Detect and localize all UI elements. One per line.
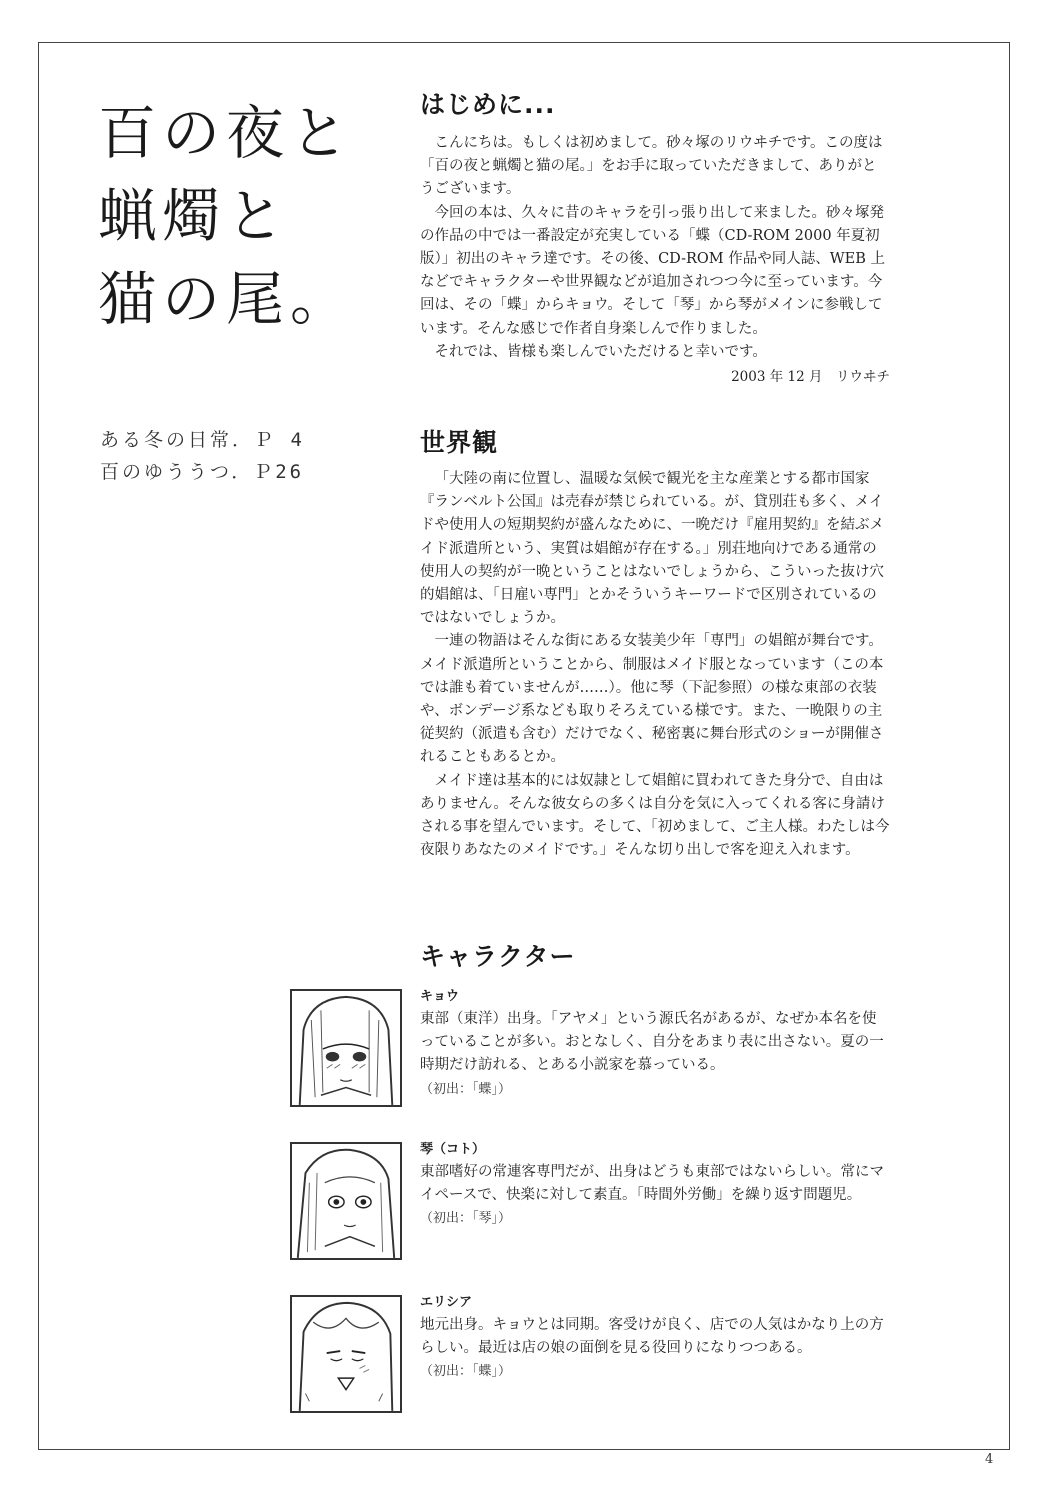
- book-title: [98, 92, 378, 341]
- toc-entry: 百のゆううつ．Ｐ26: [100, 461, 305, 483]
- character-name: エリシア: [420, 1295, 473, 1310]
- page-number: 4: [985, 1452, 994, 1467]
- characters-header: [420, 940, 890, 974]
- intro-heading: はじめに...: [420, 90, 556, 119]
- world-paragraph: 一連の物語はそんな街にある女装美少年「専門」の娼館が舞台です。メイド派遣所ということから、制服はメイド服となっています（この本では誰も着ていませんが……）。他に琴（下記参照）の様な東部の衣装や、ボンデージ系なども取りそろえている様です。また、一晩限りの主従契約（派遣も含む）だけでなく、秘密裏に舞台形式のショーが開催されることもあるとか。: [420, 633, 884, 766]
- toc-entry: ある冬の日常．Ｐ 4: [100, 429, 305, 451]
- intro-signature: 2003 年 12 月 リウヰチ: [731, 369, 890, 386]
- intro-section: [420, 88, 890, 388]
- character-info: [420, 1139, 890, 1231]
- character-portrait-elysia: [290, 1295, 402, 1413]
- character-first-appearance: （初出：「琴」）: [420, 1211, 512, 1227]
- world-paragraph: メイド達は基本的には奴隷として娼館に買われてきた身分で、自由はありません。そんな彼女らの多くは自分を気に入ってくれる客に身請けされる事を望んでいます。そして、「初めまして、ご主人様。わたしは今夜限りあなたのメイドです。」そんな切り出しで客を迎え入れます。: [420, 772, 890, 859]
- character-portrait-koto: [290, 1142, 402, 1260]
- title-line: 百の夜と: [98, 99, 355, 167]
- intro-paragraph: 今回の本は、久々に昔のキャラを引っ張り出して来ました。砂々塚発の作品の中では一番設定が充実している「蝶（CD-ROM 2000 年夏初版）」初出のキャラ達です。その後、CD-ROM 作品や同人誌、WEB 上などでキャラクターや世界観などが追加されつつ今に至っています。今回は、その「蝶」からキョウ。そして「琴」から琴がメインに参戦しています。そんな感じで作者自身楽しんで作りました。: [420, 204, 885, 337]
- table-of-contents: [100, 424, 390, 488]
- intro-paragraph: こんにちは。もしくは初めまして。砂々塚のリウヰチです。この度は「百の夜と蝋燭と猫の尾。」をお手に取っていただきまして、ありがとうございます。: [420, 135, 883, 198]
- character-name: キョウ: [420, 989, 460, 1004]
- world-heading: 世界観: [420, 428, 499, 457]
- title-line: 猫の尾。: [98, 265, 355, 333]
- character-portrait-kyou: [290, 989, 402, 1107]
- world-section: [420, 426, 890, 862]
- character-info: [420, 1292, 890, 1384]
- characters-heading: キャラクター: [420, 942, 576, 971]
- character-first-appearance: （初出：「蝶」）: [420, 1364, 512, 1380]
- title-line: 蝋燭と: [98, 182, 291, 250]
- character-entry: [290, 1292, 900, 1445]
- character-description: 地元出身。キョウとは同期。客受けが良く、店での人気はかなり上の方らしい。最近は店の娘の面倒を見る役回りになりつつある。: [420, 1317, 884, 1357]
- character-description: 東部（東洋）出身。「アヤメ」という源氏名があるが、なぜか本名を使っていることが多い。おとなしく、自分をあまり表に出さない。夏の一時期だけ訪れる、とある小説家を慕っている。: [420, 1011, 884, 1074]
- world-paragraph: 「大陸の南に位置し、温暖な気候で観光を主な産業とする都市国家『ランベルト公国』は売春が禁じられている。が、貸別荘も多く、メイドや使用人の短期契約が盛んなために、一晩だけ『雇用契約』を結ぶメイド派遣所という、実質は娼館が存在する。」別荘地向けである通常の使用人の契約が一晩ということはないでしょうから、こういった抜け穴的娼館は、「日雇い専門」とかそういうキーワードで区別されているのではないでしょうか。: [420, 471, 884, 627]
- character-list: [290, 986, 900, 1445]
- character-info: [420, 986, 890, 1102]
- character-entry: [290, 986, 900, 1139]
- intro-paragraph: それでは、皆様も楽しんでいただけると幸いです。: [434, 343, 767, 360]
- character-first-appearance: （初出：「蝶」）: [420, 1081, 512, 1097]
- character-name: 琴（コト）: [420, 1142, 486, 1157]
- character-entry: [290, 1139, 900, 1292]
- character-description: 東部嗜好の常連客専門だが、出身はどうも東部ではないらしい。常にマイペースで、快楽に対して素直。「時間外労働」を繰り返す問題児。: [420, 1164, 884, 1204]
